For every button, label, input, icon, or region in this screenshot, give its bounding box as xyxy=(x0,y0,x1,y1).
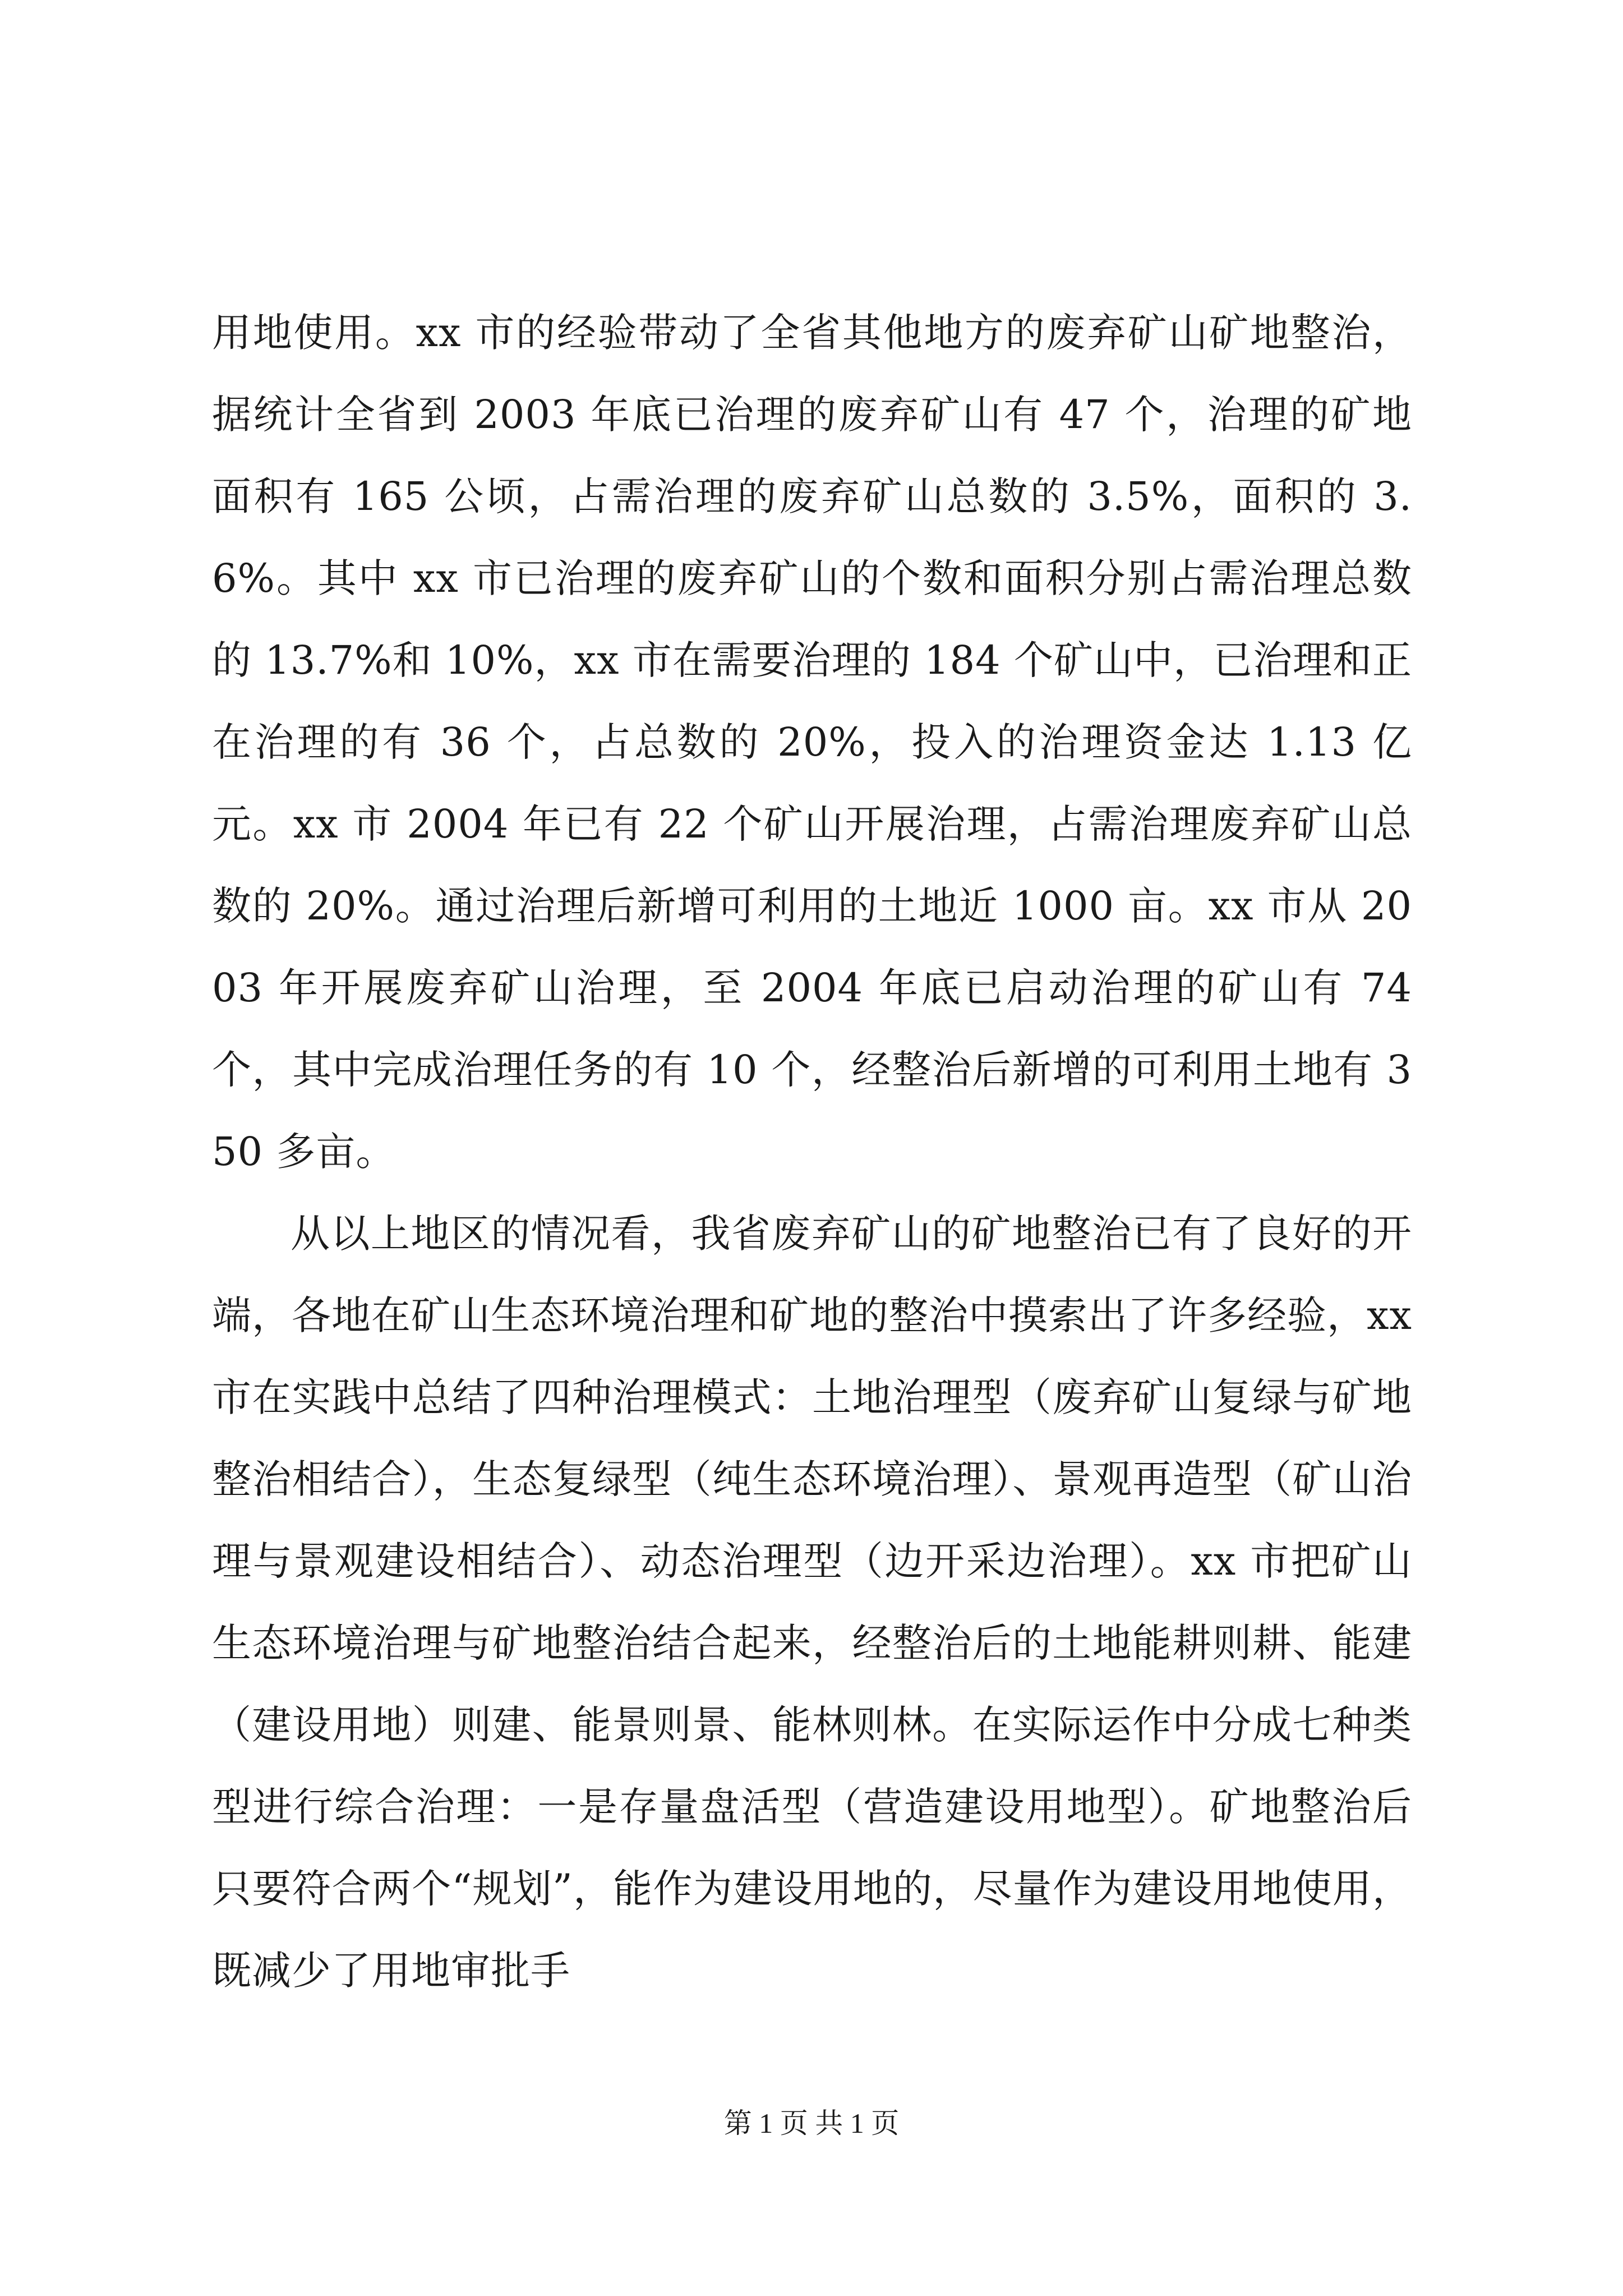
paragraph-1: 用地使用。xx 市的经验带动了全省其他地方的废弃矿山矿地整治，据统计全省到 2003 年底已治理的废弃矿山有 47 个，治理的矿地面积有 165 公顷，占需治理的废弃矿山总数的 3.5%，面积的 3.6%。其中 xx 市已治理的废弃矿山的个数和面积分别占需治理总数的 13.7%和 10%，xx 市在需要治理的 184 个矿山中，已治理和正在治理的有 36 个，占总数的 20%，投入的治理资金达 1.13 亿元。xx 市 2004 年已有 22 个矿山开展治理，占需治理废弃矿山总数的 20%。通过治理后新增可利用的土地近 1000 亩。xx 市从 2003 年开展废弃矿山治理，至 2004 年底已启动治理的矿山有 74 个，其中完成治理任务的有 10 个，经整治后新增的可利用土地有 350 多亩。 xyxy=(212,310,1412,1175)
page-footer: 第 1 页 共 1 页 xyxy=(723,2108,900,2139)
document-body xyxy=(212,292,1412,2012)
paragraph-2: 从以上地区的情况看，我省废弃矿山的矿地整治已有了良好的开端，各地在矿山生态环境治理和矿地的整治中摸索出了许多经验，xx 市在实践中总结了四种治理模式：土地治理型（废弃矿山复绿与矿地整治相结合），生态复绿型（纯生态环境治理）、景观再造型（矿山治理与景观建设相结合）、动态治理型（边开采边治理）。xx 市把矿山生态环境治理与矿地整治结合起来，经整治后的土地能耕则耕、能建（建设用地）则建、能景则景、能林则林。在实际运作中分成七种类型进行综合治理：一是存量盘活型（营造建设用地型）。矿地整治后只要符合两个“规划”，能作为建设用地的，尽量作为建设用地使用，既减少了用地审批手 xyxy=(212,1211,1412,1994)
